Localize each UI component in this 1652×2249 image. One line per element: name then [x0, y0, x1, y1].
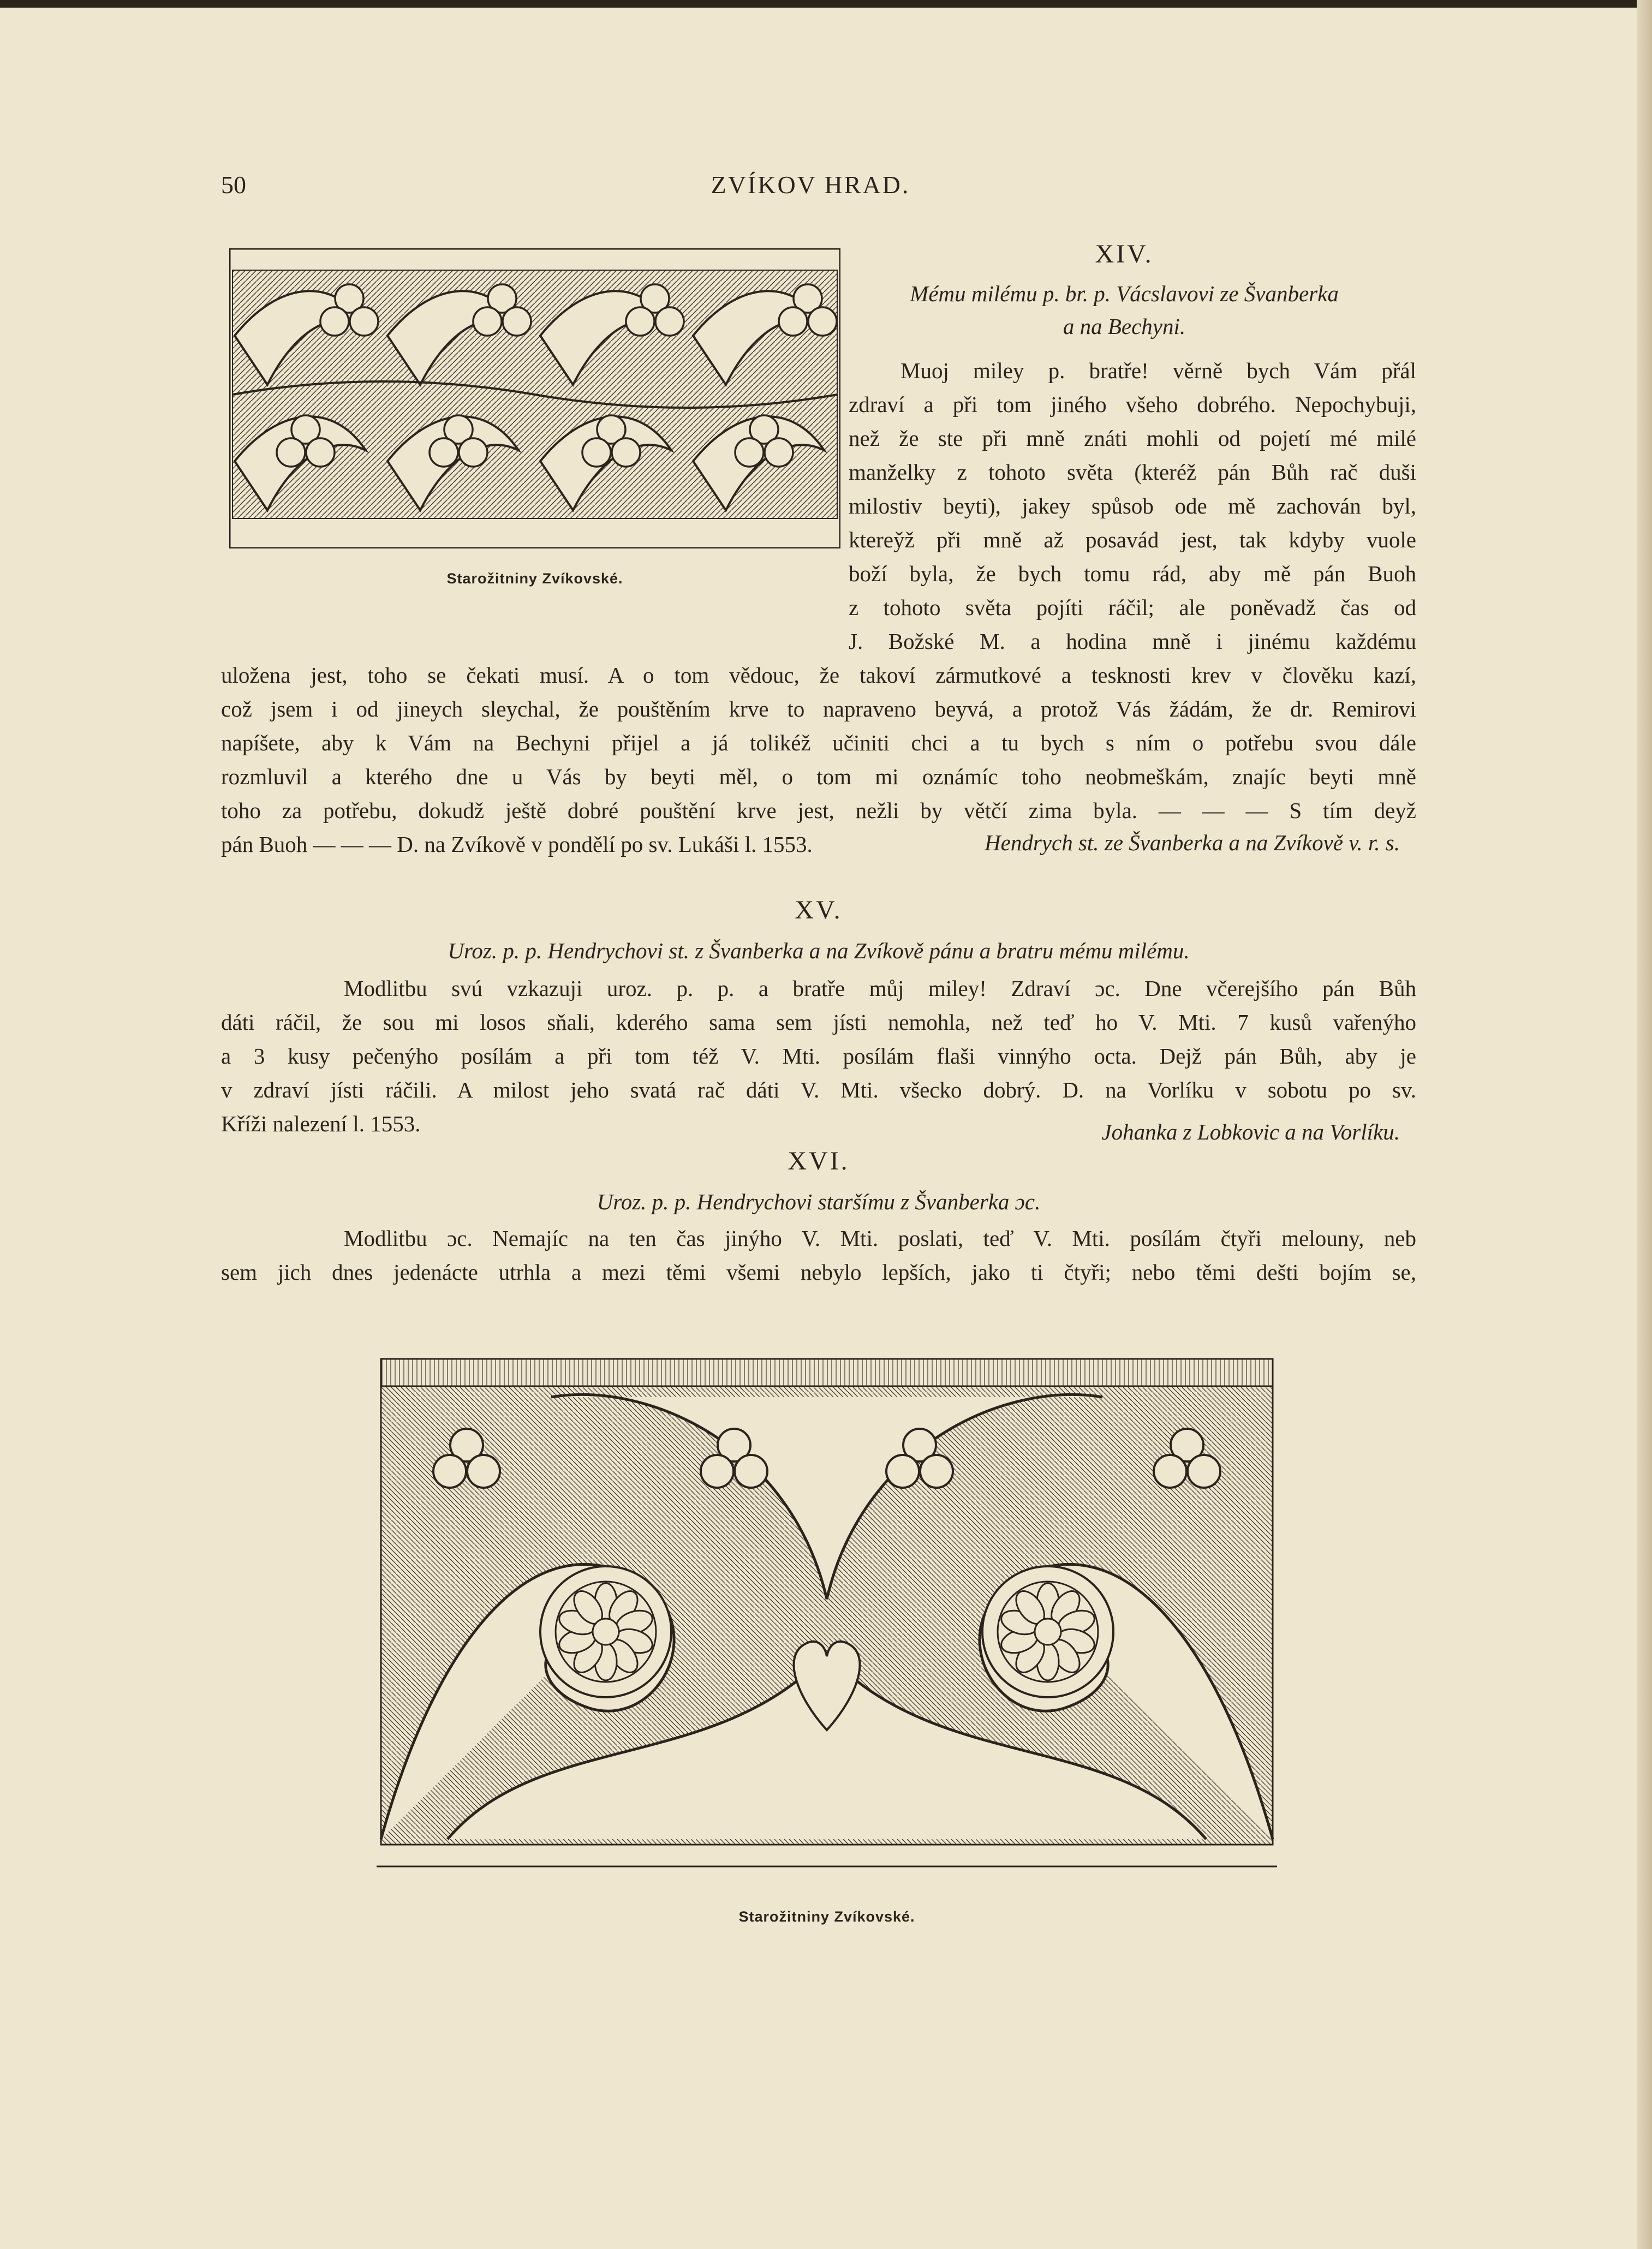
page-number: 50: [221, 171, 246, 199]
body-line: milostiv beyti), jakey spůsob ode mě zachován byl,: [849, 493, 1416, 518]
body-line: Muoj miley p. bratře! věrně bych Vám přál: [900, 358, 1416, 383]
body-line: toho za potřebu, dokudž ještě dobré pouštění krve jest, nežli by větčí zima byla. — — — S tím deyž: [221, 798, 1416, 823]
scan-right-edge: [1637, 0, 1652, 2249]
body-line: pán Buoh — — — D. na Zvíkově v pondělí po sv. Lukáši l. 1553.: [221, 832, 813, 857]
body-line: J. Božské M. a hodina mně i jinému každému: [849, 629, 1416, 654]
body-line: Modlitbu ɔc. Nemajíc na ten čas jinýho V. Mti. poslati, teď V. Mti. posílám čtyři melouny, neb: [344, 1226, 1416, 1251]
letter-xv-body: [221, 971, 1416, 1141]
letter-xiv-address: [851, 277, 1397, 343]
body-line: Kříži nalezení l. 1553.: [221, 1111, 421, 1136]
body-line: uložena jest, toho se čekati musí. A o tom vědouc, že takoví zármutkové a tesknosti krev v člověku kazí,: [221, 663, 1416, 688]
body-line: dáti ráčil, že sou mi losos sňali, kderého sama sem jísti nemohla, než teď ho V. Mti. 7 kusů vařenýho: [221, 1010, 1416, 1035]
body-line: kterey̌ž při mně až posavád jest, tak kdyby vuole: [849, 527, 1416, 552]
letter-xvi-address: Uroz. p. p. Hendrychovi staršímu z Švanberka ɔc.: [597, 1189, 1041, 1214]
address-line: a na Bechyni.: [1063, 314, 1186, 339]
body-line: boží byla, že bych tomu rád, aby mě pán Buoh: [849, 561, 1416, 586]
letter-xiv-narrow-column: [849, 354, 1416, 658]
figure-caption-top: Starožitniny Zvíkovské.: [446, 570, 623, 587]
body-line: zdraví a při tom jiného všeho dobrého. Nepochybuji,: [849, 392, 1416, 417]
letter-xiv-signature: Hendrych st. ze Švanberka a na Zvíkově v. r. s.: [985, 830, 1400, 855]
body-line: a 3 kusy pečenýho posílám a při tom též V. Mti. posílám flaši vinnýho octa. Dejž pán Bůh, aby je: [221, 1043, 1416, 1069]
running-title: ZVÍKOV HRAD.: [711, 171, 910, 199]
body-line: než že ste při mně znáti mohli od pojetí mé milé: [849, 426, 1416, 451]
letter-xv-address: Uroz. p. p. Hendrychovi st. z Švanberka a na Zvíkově pánu a bratru mému milému.: [448, 938, 1190, 963]
body-line: v zdraví jísti ráčili. A milost jeho svatá rač dáti V. Mti. všecko dobrý. D. na Vorlíku v sobotu po sv.: [221, 1077, 1416, 1102]
scan-top-edge: [0, 0, 1652, 8]
letter-xvi-numeral: XVI.: [788, 1147, 850, 1176]
rosette-tracery-illustration: [377, 1348, 1277, 1883]
body-line: z tohoto světa pojíti ráčil; ale poněvadž čas od: [849, 595, 1416, 620]
letter-xvi-body: [221, 1221, 1416, 1289]
page-header: [221, 170, 1400, 214]
letter-xiv-numeral: XIV.: [1095, 240, 1154, 269]
figure-caption-bottom: Starožitniny Zvíkovské.: [738, 1908, 915, 1925]
letter-xv-numeral: XV.: [795, 896, 843, 924]
letter-xv-signature: Johanka z Lobkovic a na Vorlíku.: [1101, 1119, 1400, 1144]
body-line: sem jich dnes jedenácte utrhla a mezi těmi všemi nebylo lepších, jako ti čtyři; nebo těmi dešti bojím se,: [221, 1260, 1416, 1285]
body-line: napíšete, aby k Vám na Bechyni přijel a já tolikéž učiniti chci a tu bych s ním o potřebu svou dále: [221, 730, 1416, 755]
body-line: manželky z tohoto světa (kteréž pán Bůh rač duši: [849, 460, 1416, 485]
tracery-frieze-illustration: [229, 248, 840, 548]
address-line: Mému milému p. br. p. Vácslavovi ze Švanberka: [910, 281, 1339, 306]
body-line: což jsem i od jineych sleychal, že pouštěním krve to napraveno beyvá, a protož Vás žádám, že dr. Remirovi: [221, 696, 1416, 721]
body-line: rozmluvil a kterého dne u Vás by beyti měl, o tom mi oznámíc toho neobmeškám, znajíc beyti mně: [221, 764, 1416, 789]
body-line: Modlitbu svú vzkazuji uroz. p. p. a bratře můj miley! Zdraví ɔc. Dne včerejšího pán Bůh: [344, 976, 1416, 1001]
